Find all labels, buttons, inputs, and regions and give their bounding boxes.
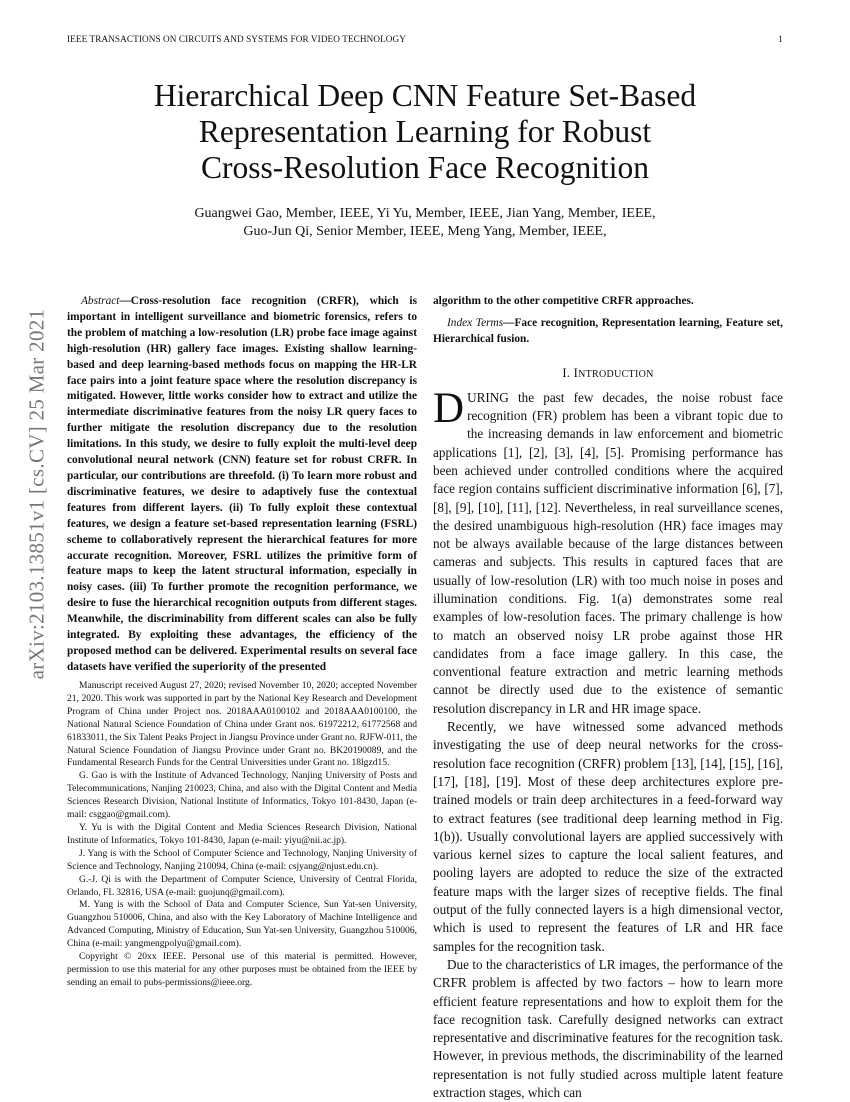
drop-cap: D	[433, 384, 465, 432]
abstract-text: —Cross-resolution face recognition (CRFR), which is important in intelligent surveillance and biometric forensics, refers to the problem of matching a low-resolution (LR) probe face image against high-resolution (HR) gallery face images. Existing shallow learning-based and deep learning-based methods focus on mapping the HR-LR face pairs into a joint feature space where the resolution discrepancy is mitigated. However, little works consider how to extract and utilize the intermediate discriminative features from the noisy LR query faces to further mitigate the resolution discrepancy due to the resolution limitations. In this study, we desire to fully exploit the multi-level deep convolutional neural network (CNN) feature set for robust CRFR. In particular, our contributions are threefold. (i) To learn more robust and discriminative features, we desire to adaptively fuse the contextual features from different layers. (ii) To fully exploit these contextual features, we design a feature set-based representation learning (FSRL) scheme to collaboratively represent the hierarchical features for more accurate recognition. Moreover, FSRL utilizes the primitive form of feature maps to keep the latent structural information, especially in noisy cases. (iii) To further promote the recognition performance, we desire to fuse the hierarchical recognition outputs from different stages. Meanwhile, the discriminability from different scales can also be fully integrated. By exploiting these advantages, the efficiency of the proposed method can be delivered. Experimental results on several face datasets have verified the superiority of the presented	[67, 295, 417, 673]
footnote-author: G. Gao is with the Institute of Advanced Technology, Nanjing University of Posts and Telecommunications, Nanjing 210023, China, and also with the Digital Content and Media Sciences Research Division, National Institute of Informatics, Tokyo 101-8430, Japan (e-mail: csggao@gmail.com).	[67, 770, 417, 821]
section-heading-rest: NTRODUCTION	[578, 368, 654, 380]
abstract-label: Abstract	[81, 295, 120, 307]
page-number: 1	[778, 34, 783, 44]
footnote-copyright: Copyright © 20xx IEEE. Personal use of this material is permitted. However, permission to use this material for any other purposes must be obtained from the IEEE by sending an email to pubs-permissions@ieee.org.	[67, 951, 417, 988]
footnote-author: G.-J. Qi is with the Department of Computer Science, University of Central Florida, Orlando, FL 32816, USA (e-mail: guojunq@gmail.com).	[67, 873, 417, 898]
arxiv-sidebar	[24, 292, 50, 696]
title-line: Representation Learning for Robust	[198, 114, 652, 149]
running-header	[67, 34, 783, 44]
index-terms-text: —Face recognition, Representation learning, Feature set, Hierarchical fusion.	[433, 316, 784, 345]
intro-paragraph-1	[433, 384, 783, 718]
index-terms	[433, 316, 783, 348]
section-heading	[433, 366, 783, 381]
right-column	[433, 294, 783, 1102]
title-line: Hierarchical Deep CNN Feature Set-Based	[153, 78, 697, 113]
title-line: Cross-Resolution Face Recognition	[201, 150, 649, 185]
paragraph-text: URING the past few decades, the noise robust face recognition (FR) problem has been a vibrant topic due to the increasing demands in law enforcement and biometric applications [1], [2], [3], [4], [5]. Promising performance has been achieved under controlled conditions where the acquired face region contains sufficient discriminative information [6], [7], [8], [9], [10], [11], [12]. Nevertheless, in real surveillance scenes, the desired unambiguous high-resolution (HR) face images may not be always available because of the large distances between cameras and subjects. This results in captured faces that are usually of low-resolution (LR) with too much noise in poses and illumination conditions. Fig. 1(a) demonstrates some real examples of low-resolution faces. The primary challenge is how to match an observed noisy LR probe against those HR candidates from a face image gallery. In this case, the conventional feature extraction and metric learning methods cannot be directly used due to the existence of semantic resolution discrepancy in LR and HR image space.	[433, 389, 783, 716]
footnote-author: Y. Yu is with the Digital Content and Media Sciences Research Division, National Institute of Informatics, Tokyo 101-8430, Japan (e-mail: yiyu@nii.ac.jp).	[67, 821, 417, 846]
footnote-author: M. Yang is with the School of Data and Computer Science, Sun Yat-sen University, Guangzhou 510006, China, and also with the Key Laboratory of Machine Intelligence and Advanced Computing, Ministry of Education, Sun Yat-sen University, Guangzhou 510006, China (e-mail: yangmengpolyu@gmail.com).	[67, 899, 417, 950]
author-line: Guangwei Gao, Member, IEEE, Yi Yu, Member, IEEE, Jian Yang, Member, IEEE,	[194, 206, 656, 221]
journal-name: IEEE TRANSACTIONS ON CIRCUITS AND SYSTEMS FOR VIDEO TECHNOLOGY	[67, 34, 407, 44]
section-heading-numeral: I. I	[562, 365, 579, 380]
footnotes	[67, 680, 417, 990]
paper-title	[60, 78, 790, 186]
footnote-manuscript: Manuscript received August 27, 2020; revised November 10, 2020; accepted November 21, 2020. This work was supported in part by the National Key Research and Development Program of China under Project nos. 2018AAA0100102 and 2018AAA0100100, the National Natural Science Foundation of China under Grant nos. 61972212, 61772568 and 61833011, the Six Talent Peaks Project in Jiangsu Province under Grant no. RJFW-011, the Natural Science Foundation of Jiangsu Province under Grant no. BK20190089, and the Fundamental Research Funds for the Central Universities under Grant no. 18lgzd15.	[67, 680, 417, 769]
intro-paragraph-2: Recently, we have witnessed some advanced methods investigating the use of deep neural networks for the cross-resolution face recognition (CRFR) problem [13], [14], [15], [16], [17], [18], [19]. Most of these deep architectures explore pre-trained models or train deep architectures in a feed-forward way to extract features (see traditional deep learning method in Fig. 1(b)). Usually convolutional layers are applied successively with various kernel sizes to capture the local salient features, and pooling layers are adopted to reduce the size of the extracted feature maps with the larger sizes of receptive fields. The final output of the fully connected layers is a high dimensional vector, which is used to represent the features of LR and HR face samples for the recognition task.	[433, 719, 783, 954]
footnote-author: J. Yang is with the School of Computer Science and Technology, Nanjing University of Science and Technology, Nanjing 210094, China (e-mail: csjyang@njust.edu.cn).	[67, 847, 417, 872]
arxiv-identifier: arXiv:2103.13851v1 [cs.CV] 25 Mar 2021	[24, 308, 49, 680]
abstract	[67, 294, 417, 676]
author-list	[100, 205, 750, 241]
author-line: Guo-Jun Qi, Senior Member, IEEE, Meng Yang, Member, IEEE,	[243, 224, 607, 239]
index-terms-label: Index Terms	[447, 316, 504, 329]
left-column	[67, 294, 417, 676]
intro-paragraph-3: Due to the characteristics of LR images, the performance of the CRFR problem is affected by two factors – how to learn more efficient feature representations and how to exploit them for the face recognition task. Carefully designed networks can extract representative and discriminative features for the recognition task. However, in previous methods, the discriminability of the learned representation is not fully studied across multiple latent feature extraction stages, which can	[433, 956, 783, 1100]
abstract-continuation: algorithm to the other competitive CRFR approaches.	[433, 295, 694, 307]
